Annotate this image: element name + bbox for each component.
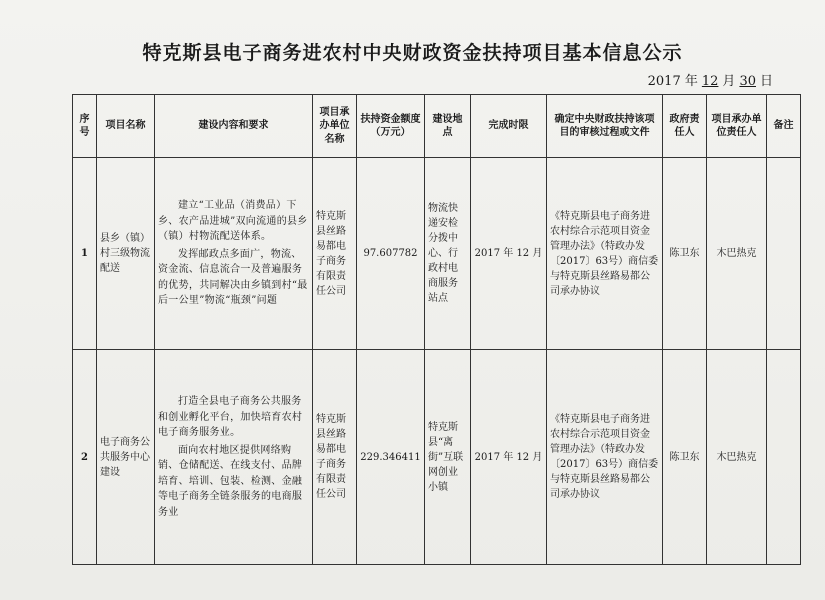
header-content: 建设内容和要求 [155, 95, 313, 158]
cell-gov: 陈卫东 [663, 350, 707, 565]
cell-basis: 《特克斯县电子商务进农村综合示范项目资金管理办法》（特政办发〔2017〕63号）商信委与特克斯县丝路易都公司承办协议 [547, 350, 663, 565]
cell-name: 县乡（镇）村三级物流配送 [97, 158, 155, 350]
table-row [73, 158, 801, 350]
table-header-row [73, 95, 801, 158]
page-title: 特克斯县电子商务进农村中央财政资金扶持项目基本信息公示 [142, 42, 683, 64]
cell-content [155, 158, 313, 350]
cell-note [767, 350, 801, 565]
date-day: 30 [739, 74, 756, 89]
cell-location: 物流快递安检分拨中心、行政村电商服务站点 [425, 158, 471, 350]
cell-note [767, 158, 801, 350]
header-person: 项目承办单位责任人 [707, 95, 767, 158]
cell-amount: 97.607782 [357, 158, 425, 350]
cell-seq: 1 [73, 158, 97, 350]
cell-person: 木巴热克 [707, 158, 767, 350]
cell-name: 电子商务公共服务中心建设 [97, 350, 155, 565]
content-paragraph: 发挥邮政点多面广，物流、资金流、信息流合一及普遍服务的优势，共同解决由乡镇到村“最后一公里”物流“瓶颈”问题 [158, 248, 308, 307]
cell-unit: 特克斯县丝路易都电子商务有限责任公司 [313, 350, 357, 565]
cell-amount: 229.346411 [357, 350, 425, 565]
date-month-unit: 月 [722, 74, 736, 89]
cell-deadline: 2017 年 12 月 [471, 350, 547, 565]
cell-location: 特克斯县“离街”互联网创业小镇 [425, 350, 471, 565]
date-year: 2017 [647, 74, 681, 89]
header-amount: 扶持资金额度（万元） [357, 95, 425, 158]
header-seq: 序号 [73, 95, 97, 158]
date-month: 12 [701, 74, 719, 89]
publish-date [648, 70, 773, 89]
content-paragraph: 建立“工业品（消费品）下乡、农产品进城”双向流通的县乡（镇）村物流配送体系。 [158, 200, 308, 243]
header-basis: 确定中央财政扶持该项目的审核过程或文件 [547, 95, 663, 158]
cell-person: 木巴热克 [707, 350, 767, 565]
header-note: 备注 [767, 95, 801, 158]
date-year-unit: 年 [684, 74, 698, 89]
cell-gov: 陈卫东 [663, 158, 707, 350]
content-paragraph: 打造全县电子商务公共服务和创业孵化平台，加快培育农村电子商务服务业。 [158, 396, 303, 438]
project-info-table [72, 94, 801, 565]
cell-basis: 《特克斯县电子商务进农村综合示范项目资金管理办法》（特政办发〔2017〕63号）商信委与特克斯县丝路易都公司承办协议 [547, 158, 663, 350]
header-location: 建设地点 [425, 95, 471, 158]
header-gov: 政府责任人 [663, 95, 707, 158]
cell-content [155, 350, 313, 565]
header-deadline: 完成时限 [471, 95, 547, 158]
cell-unit: 特克斯县丝路易都电子商务有限责任公司 [313, 158, 357, 350]
cell-deadline: 2017 年 12 月 [471, 158, 547, 350]
content-paragraph: 面向农村地区提供网络购销、仓储配送、在线支付、品牌培育、培训、包装、检测、金融等电子商务全链条服务的电商服务业 [158, 444, 303, 518]
header-unit: 项目承办单位名称 [313, 95, 357, 158]
date-day-unit: 日 [759, 74, 773, 89]
header-name: 项目名称 [97, 95, 155, 158]
cell-seq: 2 [73, 350, 97, 565]
table-row [73, 350, 801, 565]
